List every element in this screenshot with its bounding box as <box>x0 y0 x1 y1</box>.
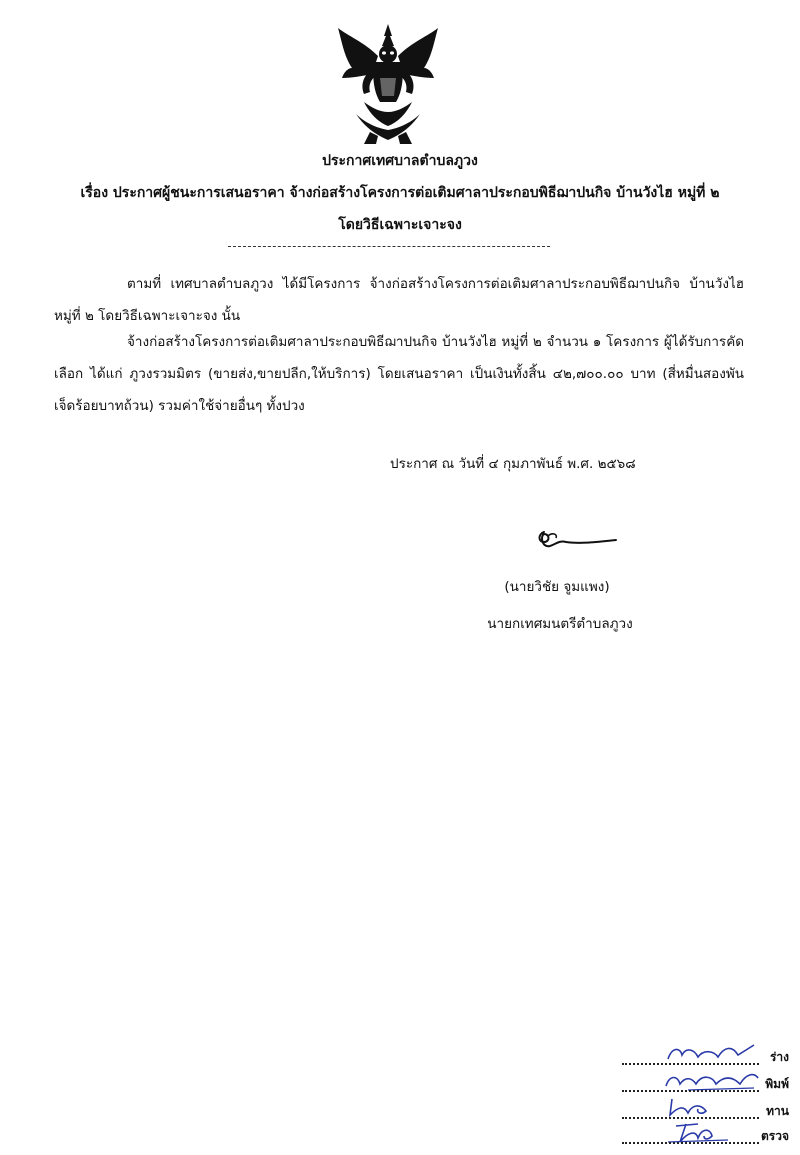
dotted-line <box>622 1142 759 1144</box>
announcement-date: ประกาศ ณ วันที่ ๔ กุมภาพันธ์ พ.ศ. ๒๕๖๘ <box>390 456 636 472</box>
separator-line <box>228 246 550 247</box>
handwritten-signature <box>530 526 620 556</box>
dotted-line <box>622 1063 759 1065</box>
initial-label: ทาน <box>766 1104 789 1118</box>
body-paragraph-1: ตามที่ เทศบาลตำบลภูวง ได้มีโครงการ จ้างก่อสร้างโครงการต่อเติมศาลาประกอบพิธีฌาปนกิจ บ้านวังไฮ หมู่ที่ ๒ โดยวิธีเฉพาะเจาะจง นั้น <box>54 276 744 324</box>
initial-label: ร่าง <box>769 1050 789 1064</box>
garuda-emblem-icon <box>334 22 442 146</box>
dotted-line <box>622 1090 759 1092</box>
issuer-heading: ประกาศเทศบาลตำบลภูวง <box>322 153 478 169</box>
initial-row-check <box>618 1124 793 1148</box>
method-heading: โดยวิธีเฉพาะเจาะจง <box>338 217 462 233</box>
subject-heading: เรื่อง ประกาศผู้ชนะการเสนอราคา จ้างก่อสร้างโครงการต่อเติมศาลาประกอบพิธีฌาปนกิจ บ้านวังไฮ หมู่ที่ ๒ <box>80 185 720 201</box>
initial-label: ตรวจ <box>760 1129 789 1143</box>
initial-label: พิมพ์ <box>765 1077 789 1091</box>
signer-name: (นายวิชัย จูมแพง) <box>504 579 610 595</box>
body-paragraph-2: จ้างก่อสร้างโครงการต่อเติมศาลาประกอบพิธีฌาปนกิจ บ้านวังไฮ หมู่ที่ ๒ จำนวน ๑ โครงการ ผู้ได้รับการคัดเลือก ได้แก่ ภูวงรวมมิตร (ขายส่ง,ขายปลีก,ให้บริการ) โดยเสนอราคา เป็นเงินทั้งสิ้น ๔๒,๗๐๐.๐๐ บาท (สี่หมื่นสองพันเจ็ดร้อยบาทถ้วน) รวมค่าใช้จ่ายอื่นๆ ทั้งปวง <box>54 334 744 414</box>
signer-position: นายกเทศมนตรีตำบลภูวง <box>487 616 633 632</box>
